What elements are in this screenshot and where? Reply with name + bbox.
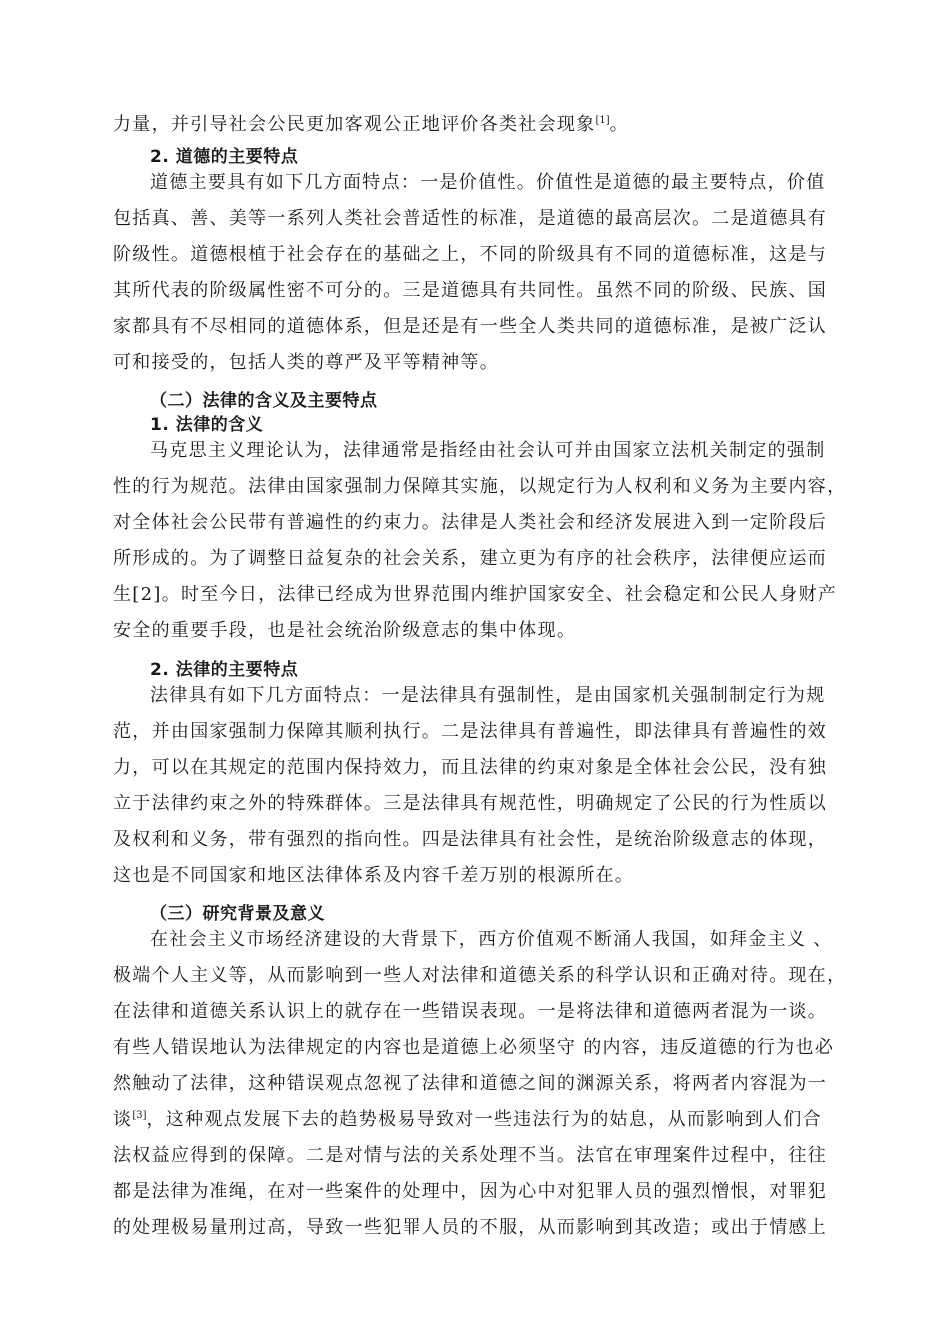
paragraph-line: 在社会主义市场经济建设的大背景下，西方价值观不断涌人我国，如拜金主义 、	[150, 929, 833, 950]
section-heading-law: （二）法律的含义及主要特点	[150, 391, 378, 411]
paragraph-line: 都是法律为准绳，在对一些案件的处理中，因为心中对犯罪人员的强烈憎恨，对罪犯	[113, 1181, 828, 1202]
paragraph-line: 有些人错误地认为法律规定的内容也是道德上必须坚守 的内容，违反道德的行为也必	[113, 1037, 835, 1058]
paragraph-line: 的处理极易量刑过高，导致一些犯罪人员的不服，从而影响到其改造；或出于情感上	[113, 1217, 828, 1238]
paragraph-line: 阶级性。道德根植于社会存在的基础之上，不同的阶级具有不同的道德标准，这是与	[113, 244, 828, 265]
paragraph-line	[113, 110, 629, 140]
section-heading-law-meaning: 1. 法律的含义	[150, 415, 264, 435]
paragraph-line: 家都具有不尽相同的道德体系，但是还是有一些全人类共同的道德标准，是被广泛认	[113, 316, 828, 337]
paragraph-line: 这也是不同国家和地区法律体系及内容千差万别的根源所在。	[113, 865, 635, 886]
section-heading-law-features: 2. 法律的主要特点	[150, 660, 299, 680]
paragraph-line: 然触动了法律，这种错误观点忽视了法律和道德之间的渊源关系，将两者内容混为一	[113, 1073, 828, 1094]
paragraph-line: 安全的重要手段，也是社会统治阶级意志的集中体现。	[113, 620, 577, 641]
paragraph-line: 立于法律约束之外的特殊群体。三是法律具有规范性，明确规定了公民的行为性质以	[113, 793, 828, 814]
paragraph-line: 道德主要具有如下几方面特点：一是价值性。价值性是道德的最主要特点，价值	[150, 172, 826, 193]
paragraph-line: 包括真、善、美等一系列人类社会普适性的标准，是道德的最高层次。二是道德具有	[113, 208, 828, 229]
paragraph-line: 生[2]。时至今日，法律已经成为世界范围内维护国家安全、社会稳定和公民人身财产	[113, 584, 838, 605]
paragraph-line: 其所代表的阶级属性密不可分的。三是道德具有共同性。虽然不同的阶级、民族、国	[113, 280, 828, 301]
paragraph-line	[113, 1105, 822, 1135]
text-run: 。	[609, 114, 629, 135]
paragraph-line: 在法律和道德关系认识上的就存在一些错误表现。一是将法律和道德两者混为一谈。	[113, 1001, 828, 1022]
paragraph-line: 力，可以在其规定的范围内保持效力，而且法律的约束对象是全体社会公民，没有独	[113, 757, 828, 778]
paragraph-line: 对全体社会公民带有普遍性的约束力。法律是人类社会和经济发展进入到一定阶段后	[113, 512, 828, 533]
paragraph-line: 法律具有如下几方面特点：一是法律具有强制性，是由国家机关强制制定行为规	[150, 685, 826, 706]
paragraph-line: 极端个人主义等，从而影响到一些人对法律和道德关系的科学认识和正确对待。现在，	[113, 965, 847, 986]
paragraph-line: 可和接受的，包括人类的尊严及平等精神等。	[113, 352, 499, 373]
text-run: ，这种观点发展下去的趋势极易导致对一些违法行为的姑息，从而影响到人们合	[146, 1109, 822, 1130]
section-heading-morality-features: 2. 道德的主要特点	[150, 147, 299, 167]
paragraph-line: 所形成的。为了调整日益复杂的社会关系，建立更为有序的社会秩序，法律便应运而	[113, 548, 828, 569]
paragraph-line: 性的行为规范。法律由国家强制力保障其实施，以规定行为人权利和义务为主要内容，	[113, 476, 847, 497]
paragraph-line: 范，并由国家强制力保障其顺利执行。二是法律具有普遍性，即法律具有普遍性的效	[113, 721, 828, 742]
text-run: 谈	[113, 1109, 133, 1130]
text-run: 力量，并引导社会公民更加客观公正地评价各类社会现象	[113, 114, 596, 135]
paragraph-line: 法权益应得到的保障。二是对情与法的关系处理不当。法官在审理案件过程中，往往	[113, 1145, 828, 1166]
paragraph-line: 及权利和义务，带有强烈的指向性。四是法律具有社会性，是统治阶级意志的体现，	[113, 829, 828, 850]
section-heading-background: （三）研究背景及意义	[150, 904, 325, 924]
paragraph-line: 马克思主义理论认为，法律通常是指经由社会认可并由国家立法机关制定的强制	[150, 440, 826, 461]
citation-ref: [3]	[132, 1110, 147, 1121]
citation-ref: [1]	[595, 115, 610, 126]
